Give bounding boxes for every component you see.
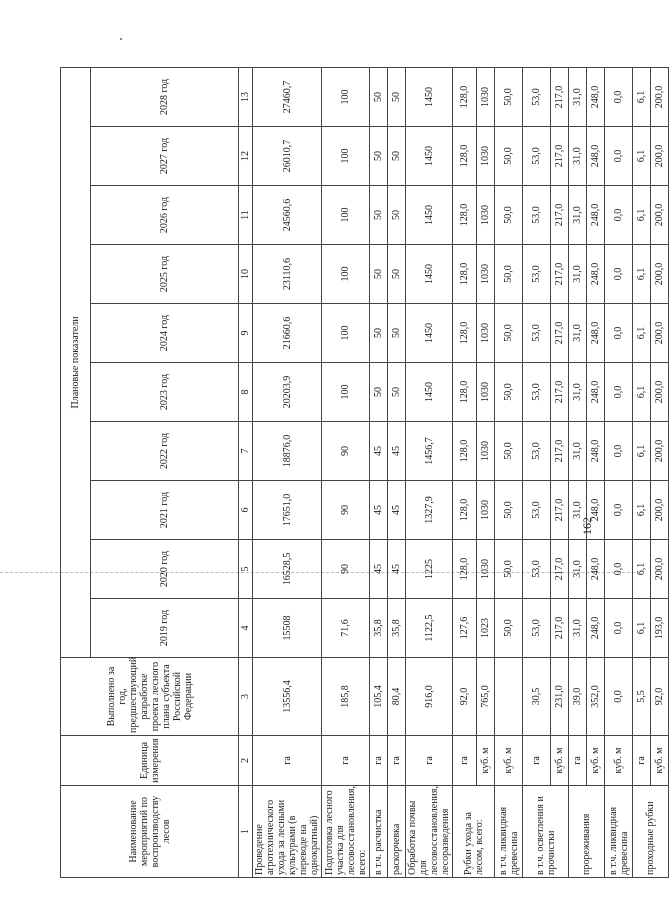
column-number: 7 <box>239 422 253 481</box>
row-value: 15508 <box>253 599 322 658</box>
header-year: 2025 год <box>91 245 239 304</box>
row-done: 231,0 <box>551 658 569 736</box>
row-value: 50,0 <box>495 304 523 363</box>
row-value: 128,0 <box>453 127 477 186</box>
header-year: 2019 год <box>91 599 239 658</box>
row-value: 31,0 <box>569 127 587 186</box>
row-value: 53,0 <box>523 481 551 540</box>
scan-artifact <box>120 38 122 40</box>
row-value: 31,0 <box>569 245 587 304</box>
row-value: 50 <box>370 67 388 126</box>
column-number: 3 <box>239 658 253 736</box>
row-name: проходные рубки <box>633 786 669 878</box>
row-value: 50 <box>370 186 388 245</box>
row-value: 200,0 <box>651 245 669 304</box>
row-value: 0,0 <box>605 127 633 186</box>
header-done: Выполнено за год, предшествующий разработке проекта лесного плана субъекта Российской Федерации <box>61 658 239 736</box>
row-value: 50 <box>370 127 388 186</box>
row-value: 248,0 <box>587 422 605 481</box>
row-value: 1327,9 <box>406 481 453 540</box>
row-value: 100 <box>322 67 370 126</box>
row-value: 128,0 <box>453 540 477 599</box>
row-name: в т.ч. ликвидная древесина <box>495 786 523 878</box>
row-value: 23110,6 <box>253 245 322 304</box>
row-value: 31,0 <box>569 67 587 126</box>
row-value: 200,0 <box>651 67 669 126</box>
row-value: 6,1 <box>633 67 651 126</box>
header-year: 2020 год <box>91 540 239 599</box>
row-value: 248,0 <box>587 245 605 304</box>
row-name: Подготовка лесного участка для лесовосстановления, всего: <box>322 786 370 878</box>
row-value: 31,0 <box>569 599 587 658</box>
row-value: 100 <box>322 186 370 245</box>
row-unit: га <box>569 736 587 786</box>
row-value: 248,0 <box>587 127 605 186</box>
row-value: 53,0 <box>523 304 551 363</box>
row-value: 1450 <box>406 67 453 126</box>
column-number: 2 <box>239 736 253 786</box>
header-year: 2026 год <box>91 186 239 245</box>
row-value: 248,0 <box>587 363 605 422</box>
row-value: 217,0 <box>551 186 569 245</box>
row-value: 53,0 <box>523 422 551 481</box>
row-value: 50,0 <box>495 422 523 481</box>
table-row <box>388 67 406 877</box>
row-value: 217,0 <box>551 127 569 186</box>
header-year: 2027 год <box>91 127 239 186</box>
row-unit: га <box>406 736 453 786</box>
row-value: 6,1 <box>633 363 651 422</box>
row-name: в т.ч. осветления и прочистки <box>523 786 569 878</box>
row-name: прореживания <box>569 786 605 878</box>
row-done: 30,5 <box>523 658 551 736</box>
row-unit: га <box>253 736 322 786</box>
table-row <box>370 67 388 877</box>
row-value: 50 <box>388 127 406 186</box>
row-unit: га <box>453 736 477 786</box>
row-value: 193,0 <box>651 599 669 658</box>
row-name: Проведение агротехнического ухода за лесными культурами (в переводе на однократный) <box>253 786 322 878</box>
row-value: 128,0 <box>453 245 477 304</box>
row-value: 0,0 <box>605 245 633 304</box>
row-value: 53,0 <box>523 540 551 599</box>
row-unit: га <box>523 736 551 786</box>
row-value: 50,0 <box>495 363 523 422</box>
row-done: 39,0 <box>569 658 587 736</box>
row-value: 0,0 <box>605 422 633 481</box>
row-value: 1122,5 <box>406 599 453 658</box>
row-value: 248,0 <box>587 481 605 540</box>
row-value: 217,0 <box>551 304 569 363</box>
row-value: 217,0 <box>551 67 569 126</box>
row-value: 248,0 <box>587 186 605 245</box>
row-value: 1450 <box>406 186 453 245</box>
row-value: 50,0 <box>495 540 523 599</box>
row-done: 80,4 <box>388 658 406 736</box>
row-value: 16528,5 <box>253 540 322 599</box>
row-value: 45 <box>370 481 388 540</box>
row-value: 6,1 <box>633 422 651 481</box>
row-value: 1030 <box>477 186 495 245</box>
row-name: Рубки ухода за лесом, всего: <box>453 786 495 878</box>
row-value: 128,0 <box>453 363 477 422</box>
row-value: 1030 <box>477 540 495 599</box>
row-value: 50 <box>388 67 406 126</box>
row-value: 53,0 <box>523 363 551 422</box>
row-done: 105,4 <box>370 658 388 736</box>
row-value: 200,0 <box>651 127 669 186</box>
row-value: 217,0 <box>551 599 569 658</box>
row-value: 217,0 <box>551 481 569 540</box>
row-value: 200,0 <box>651 540 669 599</box>
row-value: 71,6 <box>322 599 370 658</box>
row-done: 5,5 <box>633 658 651 736</box>
row-value: 1450 <box>406 245 453 304</box>
row-value: 200,0 <box>651 304 669 363</box>
row-value: 27460,7 <box>253 67 322 126</box>
row-value: 217,0 <box>551 540 569 599</box>
row-value: 45 <box>370 540 388 599</box>
row-value: 45 <box>388 422 406 481</box>
row-value: 200,0 <box>651 422 669 481</box>
row-value: 0,0 <box>605 481 633 540</box>
row-value: 6,1 <box>633 245 651 304</box>
column-number: 11 <box>239 186 253 245</box>
column-number: 4 <box>239 599 253 658</box>
row-value: 200,0 <box>651 186 669 245</box>
row-value: 1030 <box>477 304 495 363</box>
row-value: 6,1 <box>633 304 651 363</box>
row-unit: куб. м <box>651 736 669 786</box>
row-value: 50,0 <box>495 67 523 126</box>
row-value: 24560,6 <box>253 186 322 245</box>
row-value: 100 <box>322 304 370 363</box>
row-value: 20203,9 <box>253 363 322 422</box>
table-row <box>406 67 453 877</box>
row-value: 128,0 <box>453 186 477 245</box>
row-value: 1450 <box>406 127 453 186</box>
row-unit: га <box>370 736 388 786</box>
row-value: 50 <box>370 245 388 304</box>
row-value: 100 <box>322 363 370 422</box>
row-value: 1030 <box>477 127 495 186</box>
row-value: 50 <box>388 304 406 363</box>
table-row <box>453 67 477 877</box>
row-value: 50 <box>388 363 406 422</box>
row-done: 13556,4 <box>253 658 322 736</box>
row-value: 31,0 <box>569 304 587 363</box>
row-value: 90 <box>322 422 370 481</box>
table-row <box>605 67 633 877</box>
row-value: 128,0 <box>453 422 477 481</box>
row-done: 185,8 <box>322 658 370 736</box>
row-unit: куб. м <box>495 736 523 786</box>
row-value: 127,6 <box>453 599 477 658</box>
row-value: 18876,0 <box>253 422 322 481</box>
row-name: в т.ч. расчистка <box>370 786 388 878</box>
page-number: 162 <box>580 517 594 535</box>
row-value: 50,0 <box>495 245 523 304</box>
header-year: 2022 год <box>91 422 239 481</box>
row-value: 21660,6 <box>253 304 322 363</box>
row-value: 128,0 <box>453 304 477 363</box>
row-value: 53,0 <box>523 599 551 658</box>
header-plan-group: Плановые показатели <box>61 67 91 657</box>
row-unit: куб. м <box>605 736 633 786</box>
row-done: 352,0 <box>587 658 605 736</box>
row-value: 50,0 <box>495 127 523 186</box>
header-year: 2024 год <box>91 304 239 363</box>
row-name: Обработка почвы для лесовосстановления, лесоразведения <box>406 786 453 878</box>
row-value: 1456,7 <box>406 422 453 481</box>
row-value: 6,1 <box>633 186 651 245</box>
row-value: 6,1 <box>633 540 651 599</box>
table-row <box>569 67 587 877</box>
table-row <box>551 67 569 877</box>
row-value: 31,0 <box>569 422 587 481</box>
row-value: 0,0 <box>605 599 633 658</box>
row-value: 6,1 <box>633 481 651 540</box>
row-unit: куб. м <box>551 736 569 786</box>
row-value: 1030 <box>477 363 495 422</box>
row-value: 45 <box>370 422 388 481</box>
row-unit: га <box>388 736 406 786</box>
column-number: 6 <box>239 481 253 540</box>
row-done: 92,0 <box>651 658 669 736</box>
row-unit: куб. м <box>587 736 605 786</box>
row-value: 35,8 <box>388 599 406 658</box>
row-value: 31,0 <box>569 481 587 540</box>
row-done: 92,0 <box>453 658 477 736</box>
row-name: раскорчевка <box>388 786 406 878</box>
column-number-row <box>239 67 253 877</box>
column-number: 1 <box>239 786 253 878</box>
column-number: 10 <box>239 245 253 304</box>
row-value: 50 <box>370 304 388 363</box>
table-row <box>651 67 669 877</box>
row-value: 217,0 <box>551 245 569 304</box>
row-value: 0,0 <box>605 186 633 245</box>
row-value: 45 <box>388 540 406 599</box>
row-value: 50,0 <box>495 599 523 658</box>
row-value: 6,1 <box>633 127 651 186</box>
row-value: 50 <box>370 363 388 422</box>
row-value: 248,0 <box>587 540 605 599</box>
row-value: 0,0 <box>605 540 633 599</box>
row-value: 200,0 <box>651 363 669 422</box>
row-value: 0,0 <box>605 67 633 126</box>
row-unit: га <box>633 736 651 786</box>
table-body <box>253 67 669 877</box>
row-value: 1225 <box>406 540 453 599</box>
table-row <box>477 67 495 877</box>
row-value: 100 <box>322 245 370 304</box>
row-value: 0,0 <box>605 363 633 422</box>
row-value: 1450 <box>406 363 453 422</box>
column-number: 5 <box>239 540 253 599</box>
row-value: 1030 <box>477 481 495 540</box>
header-unit: Единица измерения <box>61 736 239 786</box>
row-value: 128,0 <box>453 67 477 126</box>
table-row <box>495 67 523 877</box>
header-year: 2028 год <box>91 67 239 126</box>
row-value: 50 <box>388 245 406 304</box>
column-number: 9 <box>239 304 253 363</box>
row-value: 31,0 <box>569 363 587 422</box>
row-value: 26010,7 <box>253 127 322 186</box>
row-value: 0,0 <box>605 304 633 363</box>
table-row <box>322 67 370 877</box>
reforestation-plan-table <box>60 67 669 878</box>
row-value: 17651,0 <box>253 481 322 540</box>
table-row <box>253 67 322 877</box>
row-value: 35,8 <box>370 599 388 658</box>
row-value: 1030 <box>477 245 495 304</box>
column-number: 13 <box>239 67 253 126</box>
row-value: 248,0 <box>587 67 605 126</box>
row-value: 1023 <box>477 599 495 658</box>
table-row <box>587 67 605 877</box>
row-value: 53,0 <box>523 127 551 186</box>
row-value: 6,1 <box>633 599 651 658</box>
row-value: 53,0 <box>523 67 551 126</box>
row-done: 0,0 <box>605 658 633 736</box>
row-value: 50,0 <box>495 186 523 245</box>
row-unit: га <box>322 736 370 786</box>
row-value: 248,0 <box>587 304 605 363</box>
row-name: в т.ч. ликвидная древесина <box>605 786 633 878</box>
table-row <box>633 67 651 877</box>
row-value: 90 <box>322 481 370 540</box>
row-value: 100 <box>322 127 370 186</box>
row-value: 200,0 <box>651 481 669 540</box>
row-unit: куб. м <box>477 736 495 786</box>
row-value: 53,0 <box>523 245 551 304</box>
header-name: Наименование мероприятий по воспроизводству лесов <box>61 786 239 878</box>
row-done <box>495 658 523 736</box>
row-value: 31,0 <box>569 186 587 245</box>
row-value: 90 <box>322 540 370 599</box>
row-value: 50 <box>388 186 406 245</box>
column-number: 12 <box>239 127 253 186</box>
row-value: 128,0 <box>453 481 477 540</box>
row-value: 217,0 <box>551 363 569 422</box>
table-row <box>523 67 551 877</box>
column-number: 8 <box>239 363 253 422</box>
row-value: 1030 <box>477 422 495 481</box>
row-done: 765,0 <box>477 658 495 736</box>
header-year: 2023 год <box>91 363 239 422</box>
row-value: 50,0 <box>495 481 523 540</box>
row-value: 31,0 <box>569 540 587 599</box>
row-value: 1030 <box>477 67 495 126</box>
header-year: 2021 год <box>91 481 239 540</box>
row-done: 916,0 <box>406 658 453 736</box>
row-value: 45 <box>388 481 406 540</box>
row-value: 248,0 <box>587 599 605 658</box>
row-value: 217,0 <box>551 422 569 481</box>
row-value: 1450 <box>406 304 453 363</box>
row-value: 53,0 <box>523 186 551 245</box>
